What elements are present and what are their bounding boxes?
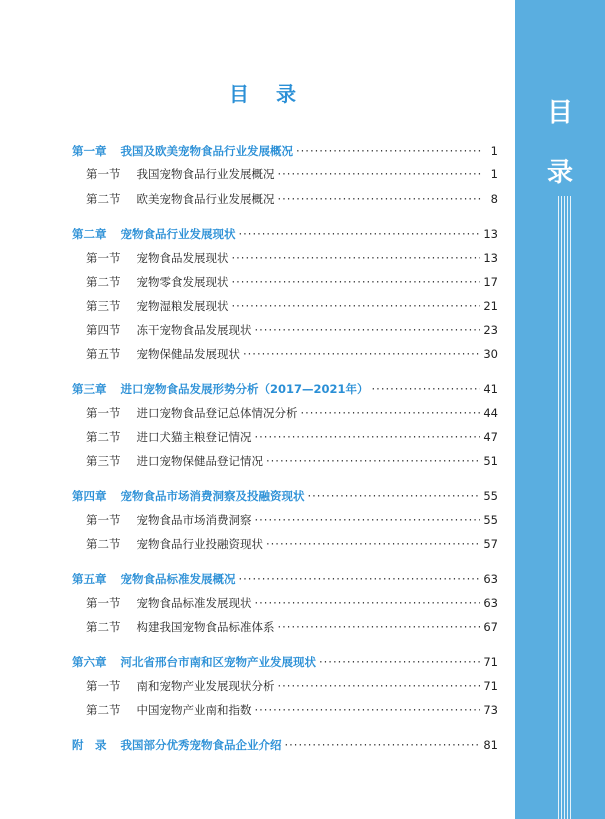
toc-page-number: 55 [483,513,498,527]
toc-page-number: 51 [483,454,498,468]
toc-entry-title: 宠物食品发展现状 [136,251,229,265]
toc-entry-number: 第三节 [86,454,121,468]
toc-entry-number: 第一节 [86,596,121,610]
toc-dot-leader [296,144,483,158]
toc-section-entry[interactable] [86,453,498,473]
toc-page-number: 8 [490,192,498,206]
toc-entry-number: 第三章 [72,382,107,396]
toc-page-number: 71 [483,679,498,693]
toc-entry-title: 构建我国宠物食品标准体系 [136,620,275,634]
toc-entry-number: 第二节 [86,537,121,551]
sidebar-title-char-1: 目 [546,98,573,128]
toc-section-entry[interactable] [86,536,498,556]
toc-section-entry[interactable] [86,702,498,722]
toc-entry-title: 宠物食品市场消费洞察 [136,513,252,527]
toc-dot-leader [255,430,481,444]
toc-entry-number: 第一节 [86,406,121,420]
toc-dot-leader [255,596,481,610]
toc-entry-title: 宠物食品行业投融资现状 [136,537,263,551]
toc-section-entry[interactable] [86,595,498,615]
toc-entry-number: 第二节 [86,703,121,717]
toc-entry-title: 宠物保健品发展现状 [136,347,240,361]
toc-dot-leader [232,299,481,313]
toc-page-number: 67 [483,620,498,634]
toc-page-number: 23 [483,323,498,337]
toc-entry-title: 我国宠物食品行业发展概况 [136,167,275,181]
toc-dot-leader [243,347,480,361]
toc-entry-number: 第二节 [86,275,121,289]
toc-section-entry[interactable] [86,322,498,342]
toc-entry-number: 第六章 [72,655,107,669]
toc-chapter-entry[interactable] [72,488,498,508]
toc-entry-number: 第四节 [86,323,121,337]
toc-entry-title: 我国及欧美宠物食品行业发展概况 [120,144,293,158]
toc-entry-title: 宠物零食发展现状 [136,275,229,289]
toc-section-entry[interactable] [86,166,498,186]
page-title: 目 录 [229,82,306,106]
toc-entry-number: 第三节 [86,299,121,313]
sidebar-band [515,0,605,819]
toc-entry-number: 第二节 [86,192,121,206]
toc-page-number: 17 [483,275,498,289]
toc-entry-number: 第五节 [86,347,121,361]
toc-chapter-entry[interactable] [72,571,498,591]
toc-entry-title: 宠物湿粮发展现状 [136,299,229,313]
toc-entry-number: 第二章 [72,227,107,241]
toc-dot-leader [239,572,481,586]
toc-section-entry[interactable] [86,405,498,425]
toc-section-entry[interactable] [86,429,498,449]
toc-entry-title: 进口宠物食品登记总体情况分析 [136,406,298,420]
toc-dot-leader [255,323,481,337]
toc-dot-leader [278,620,481,634]
toc-section-entry[interactable] [86,512,498,532]
toc-section-entry[interactable] [86,619,498,639]
toc-dot-leader [232,251,481,265]
toc-entry-number: 第五章 [72,572,107,586]
toc-chapter-entry[interactable] [72,654,498,674]
toc-entry-number: 第二节 [86,430,121,444]
toc-entry-number: 第二节 [86,620,121,634]
sidebar-title-char-2: 录 [546,158,573,188]
toc-page-number: 63 [483,596,498,610]
toc-dot-leader [239,227,481,241]
toc-entry-number: 第一节 [86,251,121,265]
toc-entry-title: 河北省邢台市南和区宠物产业发展现状 [120,655,316,669]
toc-entry-title: 进口犬猫主粮登记情况 [136,430,252,444]
toc-page-number: 13 [483,251,498,265]
toc-entry-number: 第四章 [72,489,107,503]
toc-page-number: 71 [483,655,498,669]
toc-page-number: 21 [483,299,498,313]
toc-page-number: 55 [483,489,498,503]
toc-entry-title: 欧美宠物食品行业发展概况 [136,192,275,206]
toc-dot-leader [285,738,481,752]
toc-page-number: 13 [483,227,498,241]
toc-entry-title: 宠物食品标准发展现状 [136,596,252,610]
toc-section-entry[interactable] [86,678,498,698]
toc-dot-leader [232,275,481,289]
toc-entry-number: 第一节 [86,679,121,693]
toc-entry-title: 宠物食品行业发展现状 [120,227,236,241]
toc-page-number: 63 [483,572,498,586]
toc-entry-number: 附 录 [72,738,107,752]
toc-entry-title: 进口宠物保健品登记情况 [136,454,263,468]
toc-dot-leader [372,382,481,396]
toc-entry-title: 宠物食品市场消费洞察及投融资现状 [120,489,305,503]
toc-dot-leader [308,489,481,503]
toc-entry-title: 中国宠物产业南和指数 [136,703,252,717]
toc-page-number: 1 [490,167,498,181]
toc-section-entry[interactable] [86,298,498,318]
toc-section-entry[interactable] [86,346,498,366]
toc-entry-number: 第一节 [86,167,121,181]
toc-entry-title: 我国部分优秀宠物食品企业介绍 [120,738,282,752]
toc-section-entry[interactable] [86,274,498,294]
toc-page-number: 1 [490,144,498,158]
toc-page-number: 30 [483,347,498,361]
toc-chapter-entry[interactable] [72,737,498,757]
toc-dot-leader [278,679,481,693]
toc-entry-number: 第一节 [86,513,121,527]
sidebar-decorative-lines [558,196,572,819]
toc-chapter-entry[interactable] [72,226,498,246]
toc-entry-title: 冻干宠物食品发展现状 [136,323,252,337]
toc-entry-title: 宠物食品标准发展概况 [120,572,236,586]
toc-page-number: 81 [483,738,498,752]
toc-dot-leader [278,192,484,206]
toc-dot-leader [266,454,480,468]
toc-page-number: 57 [483,537,498,551]
toc-chapter-entry[interactable] [72,143,498,163]
toc-dot-leader [278,167,484,181]
toc-dot-leader [266,537,480,551]
toc-page-number: 41 [483,382,498,396]
toc-section-entry[interactable] [86,191,498,211]
toc-dot-leader [255,703,481,717]
toc-dot-leader [319,655,480,669]
toc-dot-leader [255,513,481,527]
toc-page-number: 44 [483,406,498,420]
toc-page-number: 47 [483,430,498,444]
toc-page-number: 73 [483,703,498,717]
toc-entry-number: 第一章 [72,144,107,158]
toc-chapter-entry[interactable] [72,381,498,401]
toc-section-entry[interactable] [86,250,498,270]
toc-entry-title: 进口宠物食品发展形势分析（2017—2021年） [120,382,369,396]
toc-entry-title: 南和宠物产业发展现状分析 [136,679,275,693]
toc-dot-leader [301,406,481,420]
